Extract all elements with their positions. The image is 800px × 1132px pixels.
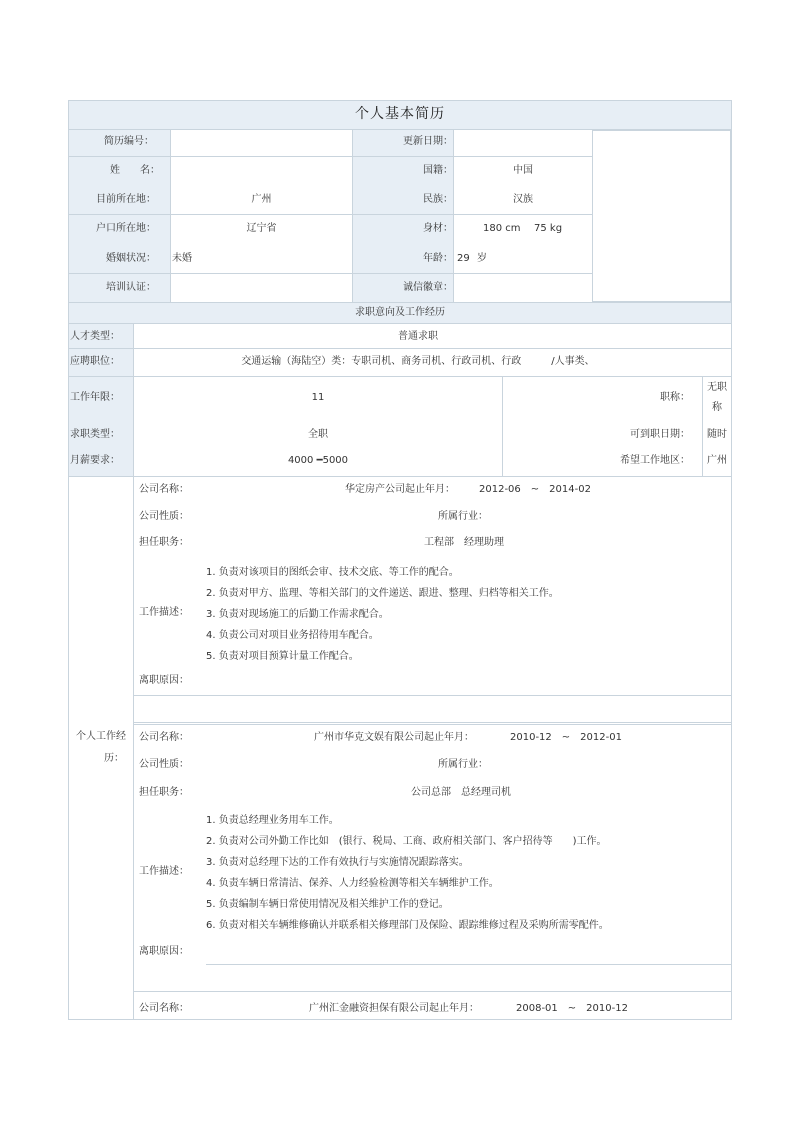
job1-desc-line: 1. 负责对该项目的图纸会审、技术交底、等工作的配合。 <box>206 567 459 578</box>
job2-leave-label: 离职原因： <box>139 946 189 957</box>
job2-desc-line: 1. 负责总经理业务用车工作。 <box>206 815 339 826</box>
job2-desc-line: 2. 负责对公司外勤工作比如 (银行、税局、工商、政府相关部门、客户招待等 )工作。 <box>206 836 607 847</box>
job3-company-label: 公司名称： <box>139 1003 189 1014</box>
title-value-line2: 称 <box>712 402 722 413</box>
job2-desc-line: 3. 负责对总经理下达的工作有效执行与实施情况跟踪落实。 <box>206 857 469 868</box>
weight-value: 75 kg <box>534 223 563 234</box>
hukou-value: 辽宁省 <box>246 223 277 234</box>
job3-company: 广州汇金融资担保有限公司起止年月： <box>309 1003 479 1014</box>
age-value: 29 <box>457 253 470 264</box>
job1-period: 2012-06 ~ 2014-02 <box>479 484 591 495</box>
job1-desc-line: 5. 负责对项目预算计量工作配合。 <box>206 651 359 662</box>
photo-placeholder <box>592 130 731 302</box>
talent-type-value: 普通求职 <box>398 331 438 342</box>
job2-desc-line: 6. 负责对相关车辆维修确认并联系相关修理部门及保险、跟踪维修过程及采购所需零配件。 <box>206 920 609 931</box>
height-value: 180 cm <box>483 223 521 234</box>
title-label: 职称： <box>660 392 690 403</box>
marital-value: 未婚 <box>172 253 192 264</box>
job2-industry-label: 所属行业： <box>438 759 488 770</box>
experience-label-line1: 个人工作经 <box>76 731 126 742</box>
job1-desc-line: 3. 负责对现场施工的后勤工作需求配合。 <box>206 609 389 620</box>
years-value: 11 <box>311 392 325 403</box>
location-value: 广州 <box>251 194 272 205</box>
start-label: 可到职日期： <box>630 429 690 440</box>
job2-nature-label: 公司性质： <box>139 759 189 770</box>
job1-industry-label: 所属行业： <box>438 511 488 522</box>
area-value: 广州 <box>707 455 727 466</box>
nationality-label: 国籍： <box>423 165 453 176</box>
job2-company: 广州市华克文娱有限公司起止年月： <box>314 732 474 743</box>
job2-role-label: 担任职务： <box>139 787 189 798</box>
ethnicity-label: 民族： <box>423 194 453 205</box>
job1-company: 华定房产公司起止年月： <box>345 484 455 495</box>
age-unit: 岁 <box>477 253 487 264</box>
job2-desc-line: 4. 负责车辆日常清洁、保养、人力经验检测等相关车辆维护工作。 <box>206 878 499 889</box>
location-label: 目前所在地： <box>96 194 156 205</box>
experience-label-line2: 历： <box>104 753 124 764</box>
job2-desc <box>206 810 609 936</box>
age-label: 年龄： <box>423 253 453 264</box>
jobtype-value: 全职 <box>308 429 328 440</box>
job1-desc-label: 工作描述： <box>139 607 189 618</box>
marital-label: 婚姻状况： <box>106 253 156 264</box>
training-label: 培训认证： <box>106 282 156 293</box>
salary-label: 月薪要求： <box>70 455 120 466</box>
job1-leave-label: 离职原因： <box>139 675 189 686</box>
job1-company-label: 公司名称： <box>139 484 189 495</box>
badge-label: 诚信徽章： <box>403 282 453 293</box>
position-label: 应聘职位： <box>70 356 120 367</box>
name-label: 姓 名： <box>110 165 160 176</box>
job2-company-label: 公司名称： <box>139 732 189 743</box>
job1-nature-label: 公司性质： <box>139 511 189 522</box>
section-title: 求职意向及工作经历 <box>355 307 445 318</box>
job2-desc-label: 工作描述： <box>139 866 189 877</box>
job1-role-label: 担任职务： <box>139 537 189 548</box>
job2-role: 公司总部 总经理司机 <box>411 787 511 798</box>
position-value: 交通运输（海陆空）类：专职司机、商务司机、行政司机、行政 /人事类、 <box>241 356 595 367</box>
job1-desc <box>206 562 559 667</box>
hukou-label: 户口所在地： <box>96 223 156 234</box>
job1-desc-line: 2. 负责对甲方、监理、等相关部门的文件递送、跟进、整理、归档等相关工作。 <box>206 588 559 599</box>
title-value-line1: 无职 <box>707 382 727 393</box>
job1-role: 工程部 经理助理 <box>424 537 504 548</box>
ethnicity-value: 汉族 <box>513 194 533 205</box>
update-date-label: 更新日期： <box>403 136 453 147</box>
job1-desc-line: 4. 负责公司对项目业务招待用车配合。 <box>206 630 379 641</box>
start-value: 随时 <box>707 429 727 440</box>
job3-period: 2008-01 ~ 2010-12 <box>516 1003 628 1014</box>
resume-no-label: 简历编号： <box>104 136 154 147</box>
job2-period: 2010-12 ~ 2012-01 <box>510 732 622 743</box>
body-label: 身材： <box>423 223 453 234</box>
nationality-value: 中国 <box>513 165 533 176</box>
jobtype-label: 求职类型： <box>70 429 120 440</box>
job2-desc-line: 5. 负责编制车辆日常使用情况及相关维护工作的登记。 <box>206 899 449 910</box>
talent-type-label: 人才类型： <box>70 331 120 342</box>
page-title: 个人基本简历 <box>355 106 445 122</box>
salary-value: 4000 ━5000 <box>287 455 349 466</box>
area-label: 希望工作地区： <box>620 455 690 466</box>
years-label: 工作年限： <box>70 392 120 403</box>
